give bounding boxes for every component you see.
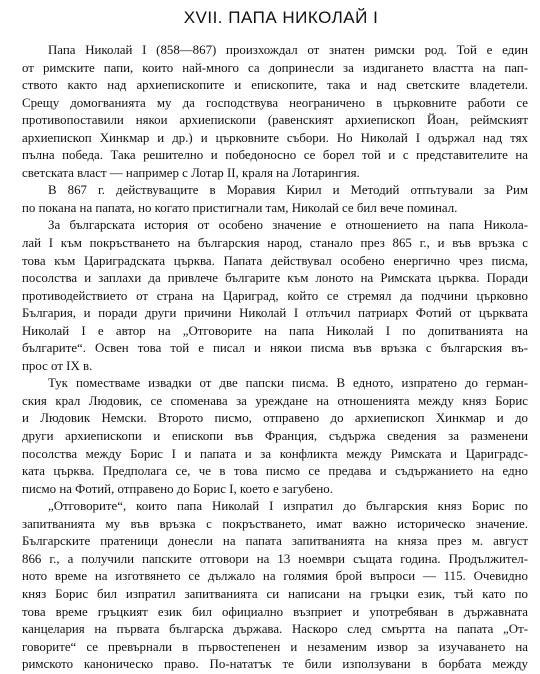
text-line: Николай I е автор на „Отговорите на папа Николай I по допитванията на bbox=[22, 323, 528, 338]
text-line: запитванията му във връзка с покръстването, имат важно историческо значение. bbox=[22, 516, 528, 531]
text-line: от римските папи, които най-много са допринесли за издигането властта на пап- bbox=[22, 60, 528, 75]
text-line: това време гръцкият език бил официално възприет и употребяван в държавната bbox=[22, 604, 528, 619]
document-page bbox=[22, 8, 528, 674]
text-line: Папа Николай I (858—867) произхождал от знатен римски род. Той е един bbox=[48, 43, 528, 57]
text-line: архиепископ Хинкмар и др.) и църковните събори. Но Николай I одържал над тях bbox=[22, 130, 528, 145]
text-line: по покана на папата, но когато пристигнали там, Николай се бил вече поминал. bbox=[22, 200, 458, 215]
text-line: За българската история от особено значение е отношението на папа Никола- bbox=[48, 218, 528, 233]
text-line: пълна победа. Така решително и победоносно се борел той и с представителите на bbox=[22, 148, 528, 163]
text-line: ството както над архиепископите и епископите, така и над светските владетели. bbox=[22, 78, 528, 93]
text-line: Българските пратеници донесли на папата запитванията на княза през м. август bbox=[22, 534, 528, 549]
text-line: други архиепископи и епископи във Франция, съдържа сведения за разменени bbox=[22, 429, 528, 444]
paragraph bbox=[22, 375, 528, 498]
text-line: противопоставили някои архиепископи (равенският архиепископ Йоан, реймският bbox=[22, 113, 528, 128]
document-body bbox=[22, 42, 528, 674]
paragraph bbox=[22, 42, 528, 182]
paragraph bbox=[22, 498, 528, 673]
text-line: това към Цариградската църква. Папата действувал особено енергично чрез писма, bbox=[22, 253, 528, 268]
text-line: посолства и заплахи да привлече българите към лоното на Римската църква. Поради bbox=[22, 271, 528, 286]
text-line: и Людовик Немски. Второто писмо, отправено до архиепископ Хинкмар и до bbox=[22, 411, 528, 426]
text-line: светската власт — например с Лотар II, краля на Лотарингия. bbox=[22, 165, 360, 180]
text-line: българите“. Освен това той е писал и някои писма във връзка с българския въ- bbox=[22, 341, 528, 356]
text-line: В 867 г. действуващите в Моравия Кирил и Методий отпътували за Рим bbox=[48, 183, 528, 198]
text-line: Тук поместваме извадки от две папски писма. В едното, изпратено до герман- bbox=[48, 376, 528, 391]
text-line: България, и поради други причини Николай I отлъчил патриарх Фотий от църквата bbox=[22, 306, 528, 321]
text-line: ното време на изготвянето се дължало на голямия брой въпроси — 115. Очевидно bbox=[22, 569, 528, 584]
text-line: княз Борис бил изпратил запитванията си написани на гръцки език, тъй като по bbox=[22, 586, 528, 601]
text-line: канцелария на първата българска държава. Наскоро след смъртта на папата „От- bbox=[22, 622, 528, 637]
chapter-title: XVII. ПАПА НИКОЛАЙ I bbox=[183, 8, 379, 27]
paragraph bbox=[22, 182, 528, 217]
text-line: „Отговорите“, които папа Николай I изпратил до българския княз Борис по bbox=[48, 499, 528, 514]
text-line: посолства между Борис I и папата и за конфликта между Римската и Цариградс- bbox=[22, 446, 528, 461]
text-line: писмо на Фотий, отправено до Борис I, което е загубено. bbox=[22, 481, 333, 496]
text-line: ката църква. Предполага се, че в това писмо се предава и съдържанието на едно bbox=[22, 464, 528, 479]
text-line: Срещу домогванията му да господствува неограничено в църковните работи се bbox=[22, 95, 528, 110]
text-line: ския крал Людовик, се споменава за уреждане на отношенията между княз Борис bbox=[22, 393, 528, 408]
text-line: противодействието от страна на Цариград, който се стремял да подчини църковно bbox=[22, 288, 528, 303]
paragraph bbox=[22, 217, 528, 375]
text-line: 866 г., а получили папските отговори на 13 ноември същата година. Продължител- bbox=[22, 551, 528, 566]
text-line: римското каноническо право. По-нататък те били използувани в борбата между bbox=[22, 657, 528, 672]
text-line: лай I към покръстването на българския народ, станало през 865 г., и във връзка с bbox=[22, 236, 528, 251]
text-line: прос от IX в. bbox=[22, 358, 93, 373]
text-line: говорите“ се превърнали в първостепенен и незаменим извор за изучаването на bbox=[22, 639, 528, 654]
